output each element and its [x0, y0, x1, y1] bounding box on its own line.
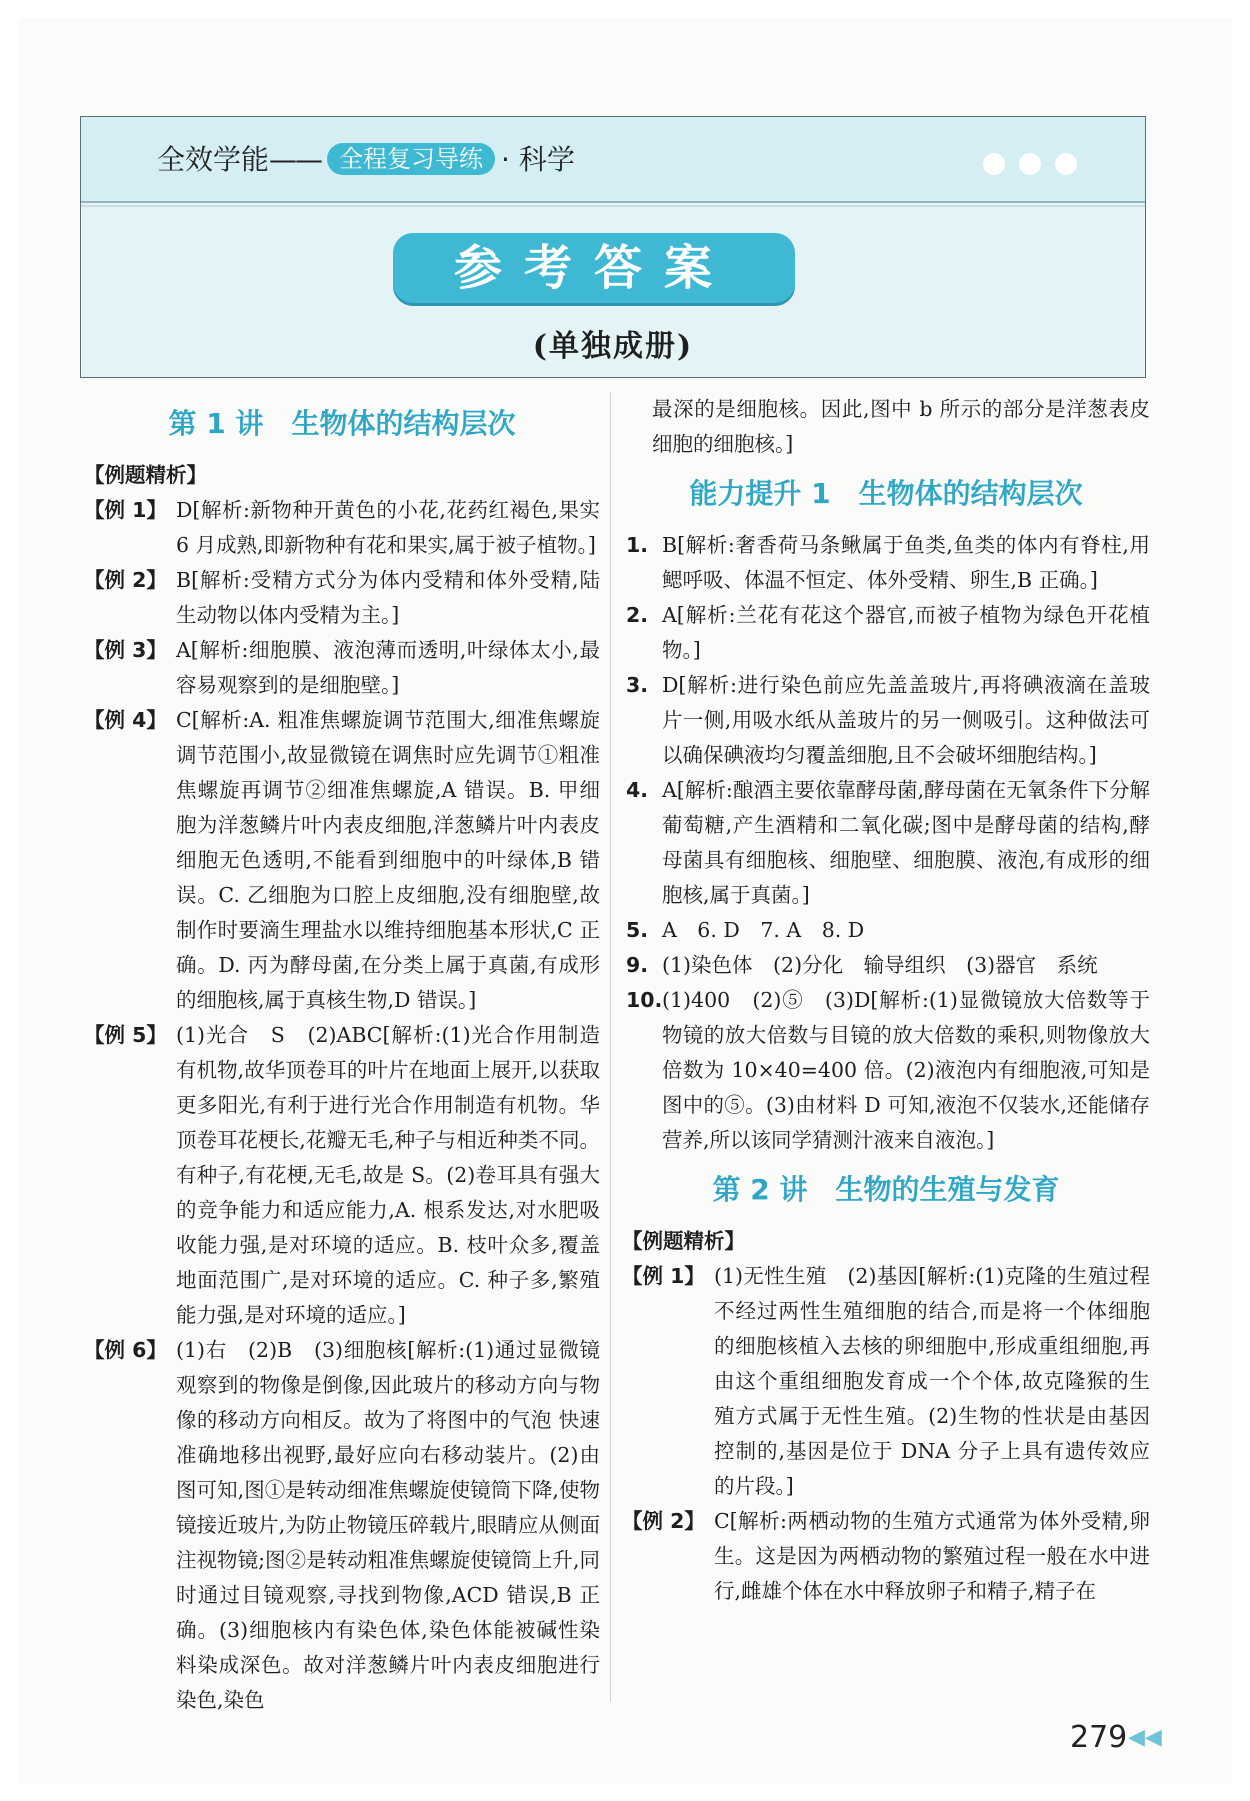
- item-text: A[解析:兰花有花这个器官,而被子植物为绿色开花植物。]: [662, 603, 1150, 662]
- page-title: 参考答案: [393, 233, 795, 303]
- entry-label: 【例 2】: [622, 1509, 705, 1533]
- item-text: A 6. D 7. A 8. D: [662, 918, 865, 942]
- entry-text: B[解析:受精方式分为体内受精和体外受精,陆生动物以体内受精为主。]: [176, 568, 600, 627]
- entry-label: 【例 2】: [84, 568, 167, 592]
- entry-label: 【例 6】: [84, 1338, 167, 1362]
- left-column: [84, 392, 600, 1718]
- series-pill: 全程复习导练: [327, 143, 495, 175]
- entry-label: 【例 1】: [622, 1264, 705, 1288]
- header-divider: [81, 205, 1145, 207]
- item-text: B[解析:奢香荷马条鳅属于鱼类,鱼类的体内有脊柱,用鳃呼吸、体温不恒定、体外受精、卵生,B 正确。]: [662, 533, 1150, 592]
- dot-icon: [1019, 153, 1041, 175]
- section-title: 第 1 讲 生物体的结构层次: [168, 407, 516, 440]
- sub-heading: 【例题精析】: [622, 1229, 745, 1253]
- item-number: 5.: [626, 918, 649, 942]
- item-text: D[解析:进行染色前应先盖盖玻片,再将碘液滴在盖玻片一侧,用吸水纸从盖玻片的另一侧吸引。这种做法可以确保碘液均匀覆盖细胞,且不会破坏细胞结构。]: [662, 673, 1150, 767]
- series-title: [157, 143, 575, 177]
- series-subject: 科学: [518, 143, 575, 176]
- item-text: (1)400 (2)⑤ (3)D[解析:(1)显微镜放大倍数等于物镜的放大倍数与目镜的放大倍数的乘积,则物像放大倍数为 10×40=400 倍。(2)液泡内有细胞液,可知是图中的⑤。(3)由材料 D 可知,液泡不仅装水,还能储存营养,所以该同学猜测汁液来自液泡。]: [662, 988, 1150, 1152]
- sub-heading: 【例题精析】: [84, 463, 207, 487]
- item-number: 1.: [626, 533, 649, 557]
- right-column: [622, 392, 1150, 1609]
- entry-text: (1)光合 S (2)ABC[解析:(1)光合作用制造有机物,故华顶卷耳的叶片在地面上展开,以获取更多阳光,有利于进行光合作用制造有机物。华顶卷耳花梗长,花瓣无毛,种子与相近种类不同。有种子,有花梗,无毛,故是 S。(2)卷耳具有强大的竞争能力和适应能力,A. 根系发达,对水肥吸收能力强,是对环境的适应。B. 枝叶众多,覆盖地面范围广,是对环境的适应。C. 种子多,繁殖能力强,是对环境的适应。]: [176, 1023, 600, 1327]
- answer-entry: [84, 1018, 600, 1333]
- item-text: A[解析:酿酒主要依靠酵母菌,酵母菌在无氧条件下分解葡萄糖,产生酒精和二氧化碳;图中是酵母菌的结构,酵母菌具有细胞核、细胞壁、细胞膜、液泡,有成形的细胞核,属于真菌。]: [662, 778, 1150, 907]
- answer-entry: [84, 1333, 600, 1718]
- entry-label: 【例 3】: [84, 638, 167, 662]
- item-number: 10.: [626, 988, 663, 1012]
- answer-item: [622, 913, 1150, 948]
- entry-text: D[解析:新物种开黄色的小花,花药红褐色,果实 6 月成熟,即新物种有花和果实,属于被子植物。]: [176, 498, 600, 557]
- decorative-dots: [983, 153, 1077, 175]
- series-prefix: 全效学能: [157, 143, 270, 176]
- series-banner: [81, 117, 1145, 203]
- answer-entry: [84, 563, 600, 633]
- item-text: (1)染色体 (2)分化 输导组织 (3)器官 系统: [662, 953, 1098, 977]
- answer-item: [622, 948, 1150, 983]
- page-subtitle: (单独成册): [532, 329, 694, 364]
- answer-entry: [622, 1259, 1150, 1504]
- page-arrow-icon: ◀◀: [1128, 1725, 1162, 1750]
- answer-entry: [84, 703, 600, 1018]
- answer-item: [622, 598, 1150, 668]
- section-title: 第 2 讲 生物的生殖与发育: [712, 1173, 1060, 1206]
- entry-label: 【例 1】: [84, 498, 167, 522]
- entry-label: 【例 4】: [84, 708, 167, 732]
- page-number: 279: [1070, 1720, 1128, 1755]
- entry-text: (1)右 (2)B (3)细胞核[解析:(1)通过显微镜观察到的物像是倒像,因此玻片的移动方向与物像的移动方向相反。故为了将图中的气泡 快速准确地移出视野,最好应向右移动装片。(2)由图可知,图①是转动细准焦螺旋使镜筒下降,使物镜接近玻片,为防止物镜压碎载片,眼睛应从侧面注视物镜;图②是转动粗准焦螺旋使镜筒上升,同时通过目镜观察,寻找到物像,ACD 错误,B 正确。(3)细胞核内有染色体,染色体能被碱性染料染成深色。故对洋葱鳞片叶内表皮细胞进行染色,染色: [176, 1338, 600, 1712]
- continued-text: 最深的是细胞核。因此,图中 b 所示的部分是洋葱表皮细胞的细胞核。]: [652, 397, 1150, 456]
- answer-item: [622, 983, 1150, 1158]
- entry-label: 【例 5】: [84, 1023, 167, 1047]
- answer-entry: [622, 1504, 1150, 1609]
- answer-item: [622, 528, 1150, 598]
- item-number: 9.: [626, 953, 649, 977]
- item-number: 2.: [626, 603, 649, 627]
- page-header: [80, 116, 1146, 378]
- dot-icon: [983, 153, 1005, 175]
- answer-entry: [84, 633, 600, 703]
- item-number: 4.: [626, 778, 649, 802]
- answer-entry: [84, 493, 600, 563]
- dot-icon: [1055, 153, 1077, 175]
- answer-item: [622, 668, 1150, 773]
- series-dash: ——: [269, 143, 322, 176]
- item-number: 3.: [626, 673, 649, 697]
- entry-text: C[解析:A. 粗准焦螺旋调节范围大,细准焦螺旋调节范围小,故显微镜在调焦时应先调节①粗准焦螺旋再调节②细准焦螺旋,A 错误。B. 甲细胞为洋葱鳞片叶内表皮细胞,洋葱鳞片叶内表皮细胞无色透明,不能看到细胞中的叶绿体,B 错误。C. 乙细胞为口腔上皮细胞,没有细胞壁,故制作时要滴生理盐水以维持细胞基本形状,C 正确。D. 丙为酵母菌,在分类上属于真菌,有成形的细胞核,属于真核生物,D 错误。]: [176, 708, 600, 1012]
- entry-text: (1)无性生殖 (2)基因[解析:(1)克隆的生殖过程不经过两性生殖细胞的结合,而是将一个体细胞的细胞核植入去核的卵细胞中,形成重组细胞,再由这个重组细胞发育成一个个体,故克隆猴的生殖方式属于无性生殖。(2)生物的性状是由基因控制的,基因是位于 DNA 分子上具有遗传效应的片段。]: [714, 1264, 1150, 1498]
- section-title: 能力提升 1 生物体的结构层次: [689, 477, 1083, 510]
- entry-text: A[解析:细胞膜、液泡薄而透明,叶绿体太小,最容易观察到的是细胞壁。]: [176, 638, 600, 697]
- column-divider: [610, 392, 611, 1702]
- entry-text: C[解析:两栖动物的生殖方式通常为体外受精,卵生。这是因为两栖动物的繁殖过程一般在水中进行,雌雄个体在水中释放卵子和精子,精子在: [714, 1509, 1150, 1603]
- series-dot: ·: [501, 143, 510, 176]
- answer-item: [622, 773, 1150, 913]
